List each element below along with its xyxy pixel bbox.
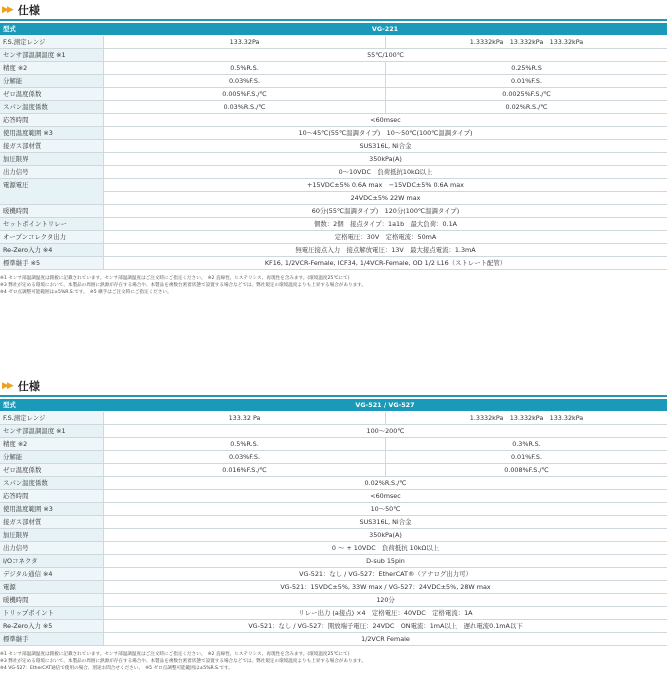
spec-value: 0.3%R.S. — [385, 438, 667, 450]
spec-value: 0〜10VDC 負荷抵抗10kΩ以上 — [103, 166, 667, 178]
spec-row — [0, 542, 667, 555]
spec-values — [103, 581, 667, 593]
header-cells — [103, 23, 667, 35]
spec-value: +15VDC±5% 0.6A max −15VDC±5% 0.6A max — [307, 181, 464, 189]
spec-values — [103, 153, 667, 165]
spec-row — [0, 607, 667, 620]
spec-value: 0.02%R.S./℃ — [103, 477, 667, 489]
spec-row — [0, 529, 667, 542]
spec-values — [103, 607, 667, 619]
spec-row — [0, 244, 667, 257]
spec-values — [103, 101, 667, 113]
spec-section-vg221 — [0, 1, 667, 296]
spec-label: 加圧限界 — [0, 153, 103, 165]
footnotes — [0, 275, 667, 296]
spec-values — [103, 75, 667, 87]
spec-row — [0, 451, 667, 464]
table-header-row — [0, 23, 667, 36]
spec-value: 0.03%F.S. — [103, 75, 385, 87]
spec-values — [103, 464, 667, 476]
spec-label: セットポイントリレー — [0, 218, 103, 230]
spec-label: 分解能 — [0, 451, 103, 463]
spec-row — [0, 166, 667, 179]
spec-values — [103, 62, 667, 74]
spec-label: 接ガス部材質 — [0, 140, 103, 152]
footnote: ※4 ゼロ点調整可能範囲は±5%R.S.です。 ※5 継手はご注文時にご指定ください。 — [0, 290, 172, 295]
spec-values — [103, 127, 667, 139]
spec-value: 10〜50℃ — [103, 503, 667, 515]
section-title — [0, 1, 667, 18]
spec-label: センサ部温調温度 ※1 — [0, 49, 103, 61]
spec-label: 使用温度範囲 ※3 — [0, 503, 103, 515]
spec-value: 0.01%F.S. — [385, 75, 667, 87]
spec-label: 電源 — [0, 581, 103, 593]
spec-row — [0, 490, 667, 503]
model-name: VG-221 — [371, 25, 399, 33]
spec-row — [0, 594, 667, 607]
spec-label: センサ部温調温度 ※1 — [0, 425, 103, 437]
spec-value: 0.01%F.S. — [385, 451, 667, 463]
spec-row — [0, 75, 667, 88]
spec-value: <60msec — [103, 490, 667, 502]
spec-label: Re-Zero入力 ※4 — [0, 244, 103, 256]
spec-table — [0, 23, 667, 270]
spec-value: 100〜200℃ — [103, 425, 667, 437]
spec-row — [0, 633, 667, 646]
spec-row — [0, 231, 667, 244]
spec-value: 0.016%F.S./℃ — [103, 464, 385, 476]
spec-value: 0.02%R.S./℃ — [385, 101, 667, 113]
spec-values — [103, 218, 667, 230]
spec-values — [103, 568, 667, 580]
spec-row — [0, 114, 667, 127]
spec-values — [103, 594, 667, 606]
spec-value: 0.005%F.S./℃ — [103, 88, 385, 100]
title-divider — [0, 19, 667, 21]
spec-value: 350kPa(A) — [103, 153, 667, 165]
spec-value: VG-521：15VDC±5%, 33W max / VG-527：24VDC±5%, 28W max — [103, 581, 667, 593]
spec-label: 分解能 — [0, 75, 103, 87]
spec-values — [103, 425, 667, 437]
spec-values — [103, 140, 667, 152]
spec-label: 電源電圧 — [0, 179, 103, 204]
spec-values — [103, 451, 667, 463]
title-divider — [0, 395, 667, 397]
spec-table — [0, 399, 667, 646]
spec-label: 応答時間 — [0, 114, 103, 126]
section-title-text: 仕様 — [17, 379, 40, 393]
spec-value: VG-521：なし / VG-527：EtherCAT®（アナログ出力可） — [103, 568, 667, 580]
spec-row — [0, 257, 667, 270]
spec-value: 0.03%F.S. — [103, 451, 385, 463]
spec-label: スパン温度係数 — [0, 101, 103, 113]
spec-value: 350kPa(A) — [103, 529, 667, 541]
spec-label: 標準継手 — [0, 633, 103, 645]
spec-value: 0.03%R.S./℃ — [103, 101, 385, 113]
spec-label: 加圧限界 — [0, 529, 103, 541]
spec-value: 120分 — [103, 594, 667, 606]
spec-values — [103, 166, 667, 178]
spec-values — [103, 516, 667, 528]
spec-value: 24VDC±5% 22W max — [104, 191, 667, 204]
spec-value: 1/2VCR Female — [103, 633, 667, 645]
spec-row — [0, 49, 667, 62]
spec-value: リレー出力 (a接点) ×4 定格電圧：40VDC 定格電流：1A — [103, 607, 667, 619]
spec-value: 0.5%R.S. — [103, 438, 385, 450]
spec-row — [0, 464, 667, 477]
footnotes — [0, 651, 667, 672]
spec-row — [0, 438, 667, 451]
spec-label: 接ガス部材質 — [0, 516, 103, 528]
spec-label: Re-Zero入力 ※5 — [0, 620, 103, 632]
spec-value: 10〜45℃(55℃温調タイプ) 10〜50℃(100℃温調タイプ) — [103, 127, 667, 139]
spec-row — [0, 36, 667, 49]
spec-values — [103, 555, 667, 567]
spec-row — [0, 179, 667, 205]
spec-label: 暖機時間 — [0, 594, 103, 606]
spec-row — [0, 88, 667, 101]
spec-row — [0, 127, 667, 140]
spec-values — [103, 114, 667, 126]
spec-row — [0, 581, 667, 594]
spec-value: 0.0025%F.S./℃ — [385, 88, 667, 100]
spec-row — [0, 101, 667, 114]
section-title-text: 仕様 — [17, 3, 40, 17]
spec-values — [103, 490, 667, 502]
spec-values — [103, 231, 667, 243]
spec-section-vg521 — [0, 377, 667, 672]
spec-row — [0, 620, 667, 633]
table-header-row — [0, 399, 667, 412]
spec-value: 個数：2個 接点タイプ：1a1b 最大負荷：0.1A — [103, 218, 667, 230]
spec-label: デジタル通信 ※4 — [0, 568, 103, 580]
spec-row — [0, 153, 667, 166]
spec-row — [0, 477, 667, 490]
spec-row — [0, 555, 667, 568]
spec-values — [103, 503, 667, 515]
header-label: 型式 — [0, 399, 103, 411]
spec-row — [0, 568, 667, 581]
spec-value: 0.5%R.S. — [103, 62, 385, 74]
spec-label: 標準継手 ※5 — [0, 257, 103, 269]
spec-values — [103, 36, 667, 48]
spec-values — [103, 633, 667, 645]
footnote: ※3 弊社が定める環境において、本製品の周囲に熱源が存在する場合や、本製品を複数台密着状態で設置する場合などでは、弊社規定の環境温度よりも上昇する場合があります。 — [0, 283, 367, 288]
spec-label: 出力信号 — [0, 542, 103, 554]
spec-value: 0 〜 + 10VDC 負荷抵抗 10kΩ以上 — [103, 542, 667, 554]
spec-value: VG-521：なし / VG-527：開放端子電圧：24VDC ON電流：1mA以上 遅れ電流0.1mA以下 — [103, 620, 667, 632]
spec-value: D-sub 15pin — [103, 555, 667, 567]
header-cells — [103, 399, 667, 411]
spec-value: 0.008%F.S./℃ — [385, 464, 667, 476]
spec-value: 60分(55℃温調タイプ) 120分(100℃温調タイプ) — [103, 205, 667, 217]
footnote: ※1 センサ部温調温度は銘板に記載されています。センサ部温調温度はご注文時にご指定ください。 ※2 直線性、ヒステリシス、再現性を含みます。(環境温度25℃にて) — [0, 652, 350, 657]
spec-value: 133.32Pa — [103, 36, 385, 48]
spec-label: ゼロ温度係数 — [0, 88, 103, 100]
spec-values — [103, 49, 667, 61]
spec-label: スパン温度係数 — [0, 477, 103, 489]
spec-label: 出力信号 — [0, 166, 103, 178]
spec-label: 使用温度範囲 ※3 — [0, 127, 103, 139]
spec-label: トリップポイント — [0, 607, 103, 619]
spec-value: KF16, 1/2VCR-Female, ICF34, 1/4VCR-Female, OD 1/2 L16（ストレート配管） — [103, 257, 667, 269]
spec-label: 精度 ※2 — [0, 62, 103, 74]
spec-row — [0, 503, 667, 516]
footnote: ※3 弊社が定める環境において、本製品の周囲に熱源が存在する場合や、本製品を複数台密着状態で設置する場合などでは、弊社規定の環境温度よりも上昇する場合があります。 — [0, 659, 367, 664]
spec-value: SUS316L, Ni合金 — [103, 140, 667, 152]
spec-value: <60msec — [103, 114, 667, 126]
spec-values — [103, 412, 667, 424]
spec-label: オープンコレクタ出力 — [0, 231, 103, 243]
spec-row — [0, 62, 667, 75]
spec-label: 応答時間 — [0, 490, 103, 502]
footnote: ※1 センサ部温調温度は銘板に記載されています。センサ部温調温度はご注文時にご指定ください。 ※2 直線性、ヒステリシス、再現性を含みます。(環境温度25℃にて) — [0, 276, 350, 281]
spec-row — [0, 205, 667, 218]
spec-value: 1.3332kPa 13.332kPa 133.32kPa — [385, 412, 667, 424]
spec-label: F.S.測定レンジ — [0, 36, 103, 48]
double-arrow-icon: ▶▶ — [2, 380, 12, 391]
spec-values — [103, 88, 667, 100]
spec-row — [0, 425, 667, 438]
spec-row — [0, 140, 667, 153]
spec-values — [103, 205, 667, 217]
spec-value: 無電圧接点入力 接点解放電圧：13V 最大接点電流：1.3mA — [103, 244, 667, 256]
spec-value: 55℃/100℃ — [103, 49, 667, 61]
model-name: VG-521 / VG-527 — [355, 401, 415, 409]
section-title — [0, 377, 667, 394]
spec-values — [103, 438, 667, 450]
spec-values — [103, 529, 667, 541]
spec-value: 定格電圧：30V 定格電流：50mA — [103, 231, 667, 243]
spec-value: SUS316L, Ni合金 — [103, 516, 667, 528]
spec-values — [103, 257, 667, 269]
spec-label: 精度 ※2 — [0, 438, 103, 450]
spec-values — [103, 620, 667, 632]
spec-value: 133.32 Pa — [103, 412, 385, 424]
double-arrow-icon: ▶▶ — [2, 4, 12, 15]
spec-label: 暖機時間 — [0, 205, 103, 217]
spec-row — [0, 516, 667, 529]
spec-value: 0.25%R.S — [385, 62, 667, 74]
spec-label: F.S.測定レンジ — [0, 412, 103, 424]
footnote: ※4 VG-527：EtherCAT通信で使用の場合、別途お問合せください。 ※5 ゼロ点調整可能範囲は±5%R.S.です。 — [0, 666, 233, 671]
spec-value-stack — [103, 179, 667, 204]
spec-row — [0, 412, 667, 425]
spec-row — [0, 218, 667, 231]
spec-value: 1.3332kPa 13.332kPa 133.32kPa — [385, 36, 667, 48]
spec-label: ゼロ温度係数 — [0, 464, 103, 476]
spec-values — [103, 244, 667, 256]
spec-values — [103, 477, 667, 489]
header-label: 型式 — [0, 23, 103, 35]
spec-values — [103, 179, 667, 204]
spec-label: I/Oコネクタ — [0, 555, 103, 567]
spec-values — [103, 542, 667, 554]
